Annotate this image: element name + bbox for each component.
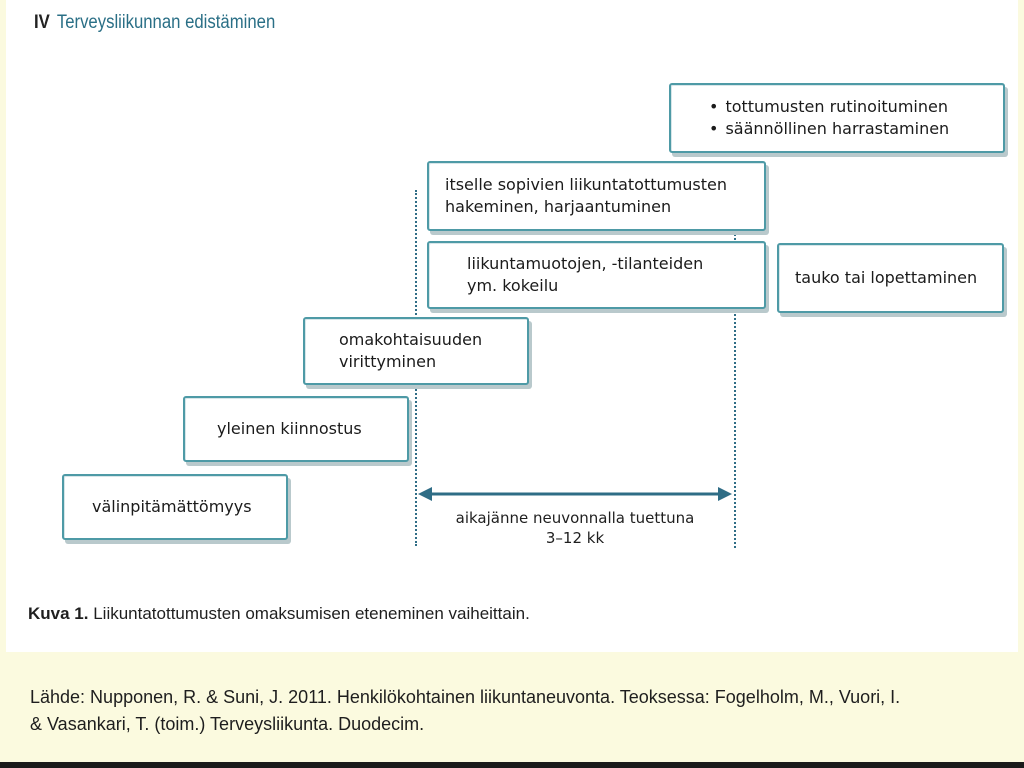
stage-label: yleinen kiinnostus — [217, 419, 362, 438]
bottom-border — [0, 762, 1024, 768]
stage-label-line2: virittyminen — [339, 352, 437, 371]
source-line2: & Vasankari, T. (toim.) Terveysliikunta. Duodecim. — [30, 714, 425, 734]
period-label-line2: 3–12 kk — [545, 529, 605, 547]
figure-caption-text: Liikuntatottumusten omaksumisen eteneminen vaiheittain. — [88, 604, 530, 623]
stage-omakohtaisuuden-virittyminen — [303, 317, 529, 385]
stage-bullet-2: • säännöllinen harrastaminen — [709, 118, 993, 140]
chapter-number: IV — [34, 12, 50, 33]
figure-caption-label: Kuva 1. — [28, 604, 89, 623]
stage-label: välinpitämättömyys — [92, 497, 252, 516]
period-arrow-right-head — [718, 487, 732, 501]
stage-label: tauko tai lopettaminen — [795, 268, 978, 287]
stage-kokeilu — [427, 241, 766, 309]
stage-rutinoituminen — [669, 83, 1005, 153]
stage-valinpitamattomyys — [62, 474, 288, 540]
stage-tauko — [777, 243, 1004, 313]
chapter-header — [34, 12, 275, 34]
stage-label-line1: liikuntamuotojen, -tilanteiden — [467, 254, 704, 273]
period-label — [420, 508, 730, 548]
stage-yleinen-kiinnostus — [183, 396, 409, 462]
figure-caption — [28, 604, 530, 624]
stage-label-line1: itselle sopivien liikuntatottumusten — [445, 175, 727, 194]
stage-label-line1: omakohtaisuuden — [339, 330, 483, 349]
source-line1: Lähde: Nupponen, R. & Suni, J. 2011. Henkilökohtainen liikuntaneuvonta. Teoksessa: Fogelholm, M., Vuori, I. — [30, 687, 901, 707]
stage-label-line2: hakeminen, harjaantuminen — [445, 197, 672, 216]
period-arrow-left-head — [418, 487, 432, 501]
stage-label-line2: ym. kokeilu — [467, 276, 559, 295]
stage-bullet-1: • tottumusten rutinoituminen — [709, 96, 993, 118]
period-label-line1: aikajänne neuvonnalla tuettuna — [455, 509, 695, 527]
chapter-title: Terveysliikunnan edistäminen — [56, 12, 276, 33]
stage-hakeminen-harjaantuminen — [427, 161, 766, 231]
period-arrow — [418, 484, 732, 504]
source-reference — [30, 684, 1010, 738]
